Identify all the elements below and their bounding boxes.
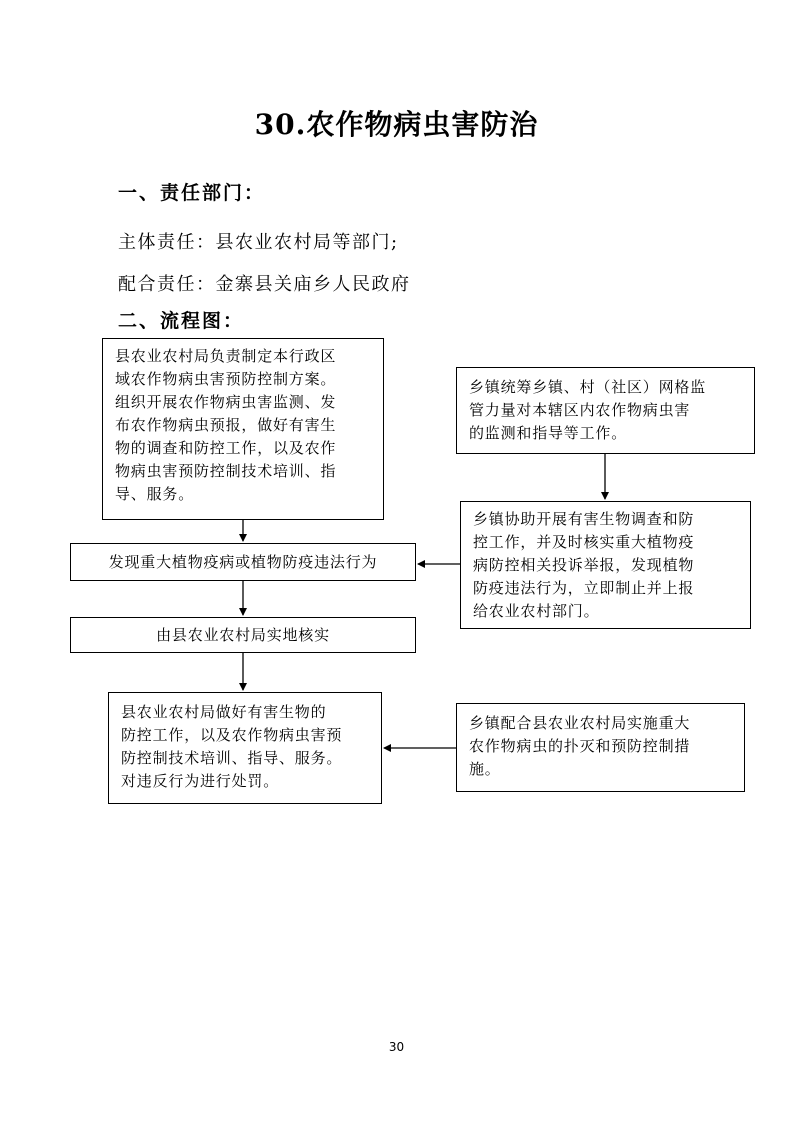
flow-box-county-plan-text: 县农业农村局负责制定本行政区 域农作物病虫害预防控制方案。 组织开展农作物病虫害监测、发 布农作物病虫预报，做好有害生 物的调查和防控工作，以及农作 物病虫害预防控制技术培训、指 导、服务。 xyxy=(115,347,337,503)
flow-box-township-assist-text: 乡镇协助开展有害生物调查和防 控工作，并及时核实重大植物疫 病防控相关投诉举报，发现植物 防疫违法行为，立即制止并上报 给农业农村部门。 xyxy=(473,510,695,620)
primary-responsibility: 主体责任：县农业农村局等部门; xyxy=(118,232,399,253)
flow-box-township-implement-text: 乡镇配合县农业农村局实施重大 农作物病虫的扑灭和预防控制措 施。 xyxy=(469,714,691,778)
flow-box-township-coordinate-text: 乡镇统筹乡镇、村（社区）网格监 管力量对本辖区内农作物病虫害 的监测和指导等工作。 xyxy=(469,378,707,442)
section-heading-flowchart: 二、流程图： xyxy=(118,310,245,332)
flow-box-discover-violation-text: 发现重大植物疫病或植物防疫违法行为 xyxy=(108,552,378,571)
flow-box-county-control-text: 县农业农村局做好有害生物的 防控工作，以及农作物病虫害预 防控制技术培训、指导、服务。 对违反行为进行处罚。 xyxy=(121,703,343,790)
section-heading-responsible-departments: 一、责任部门： xyxy=(118,182,266,204)
flow-box-county-verify-text: 由县农业农村局实地核实 xyxy=(156,625,330,644)
page-title: 30.农作物病虫害防治 xyxy=(254,108,539,141)
cooperating-responsibility: 配合责任：金寨县关庙乡人民政府 xyxy=(118,274,411,295)
page-number: 30 xyxy=(388,1040,405,1054)
